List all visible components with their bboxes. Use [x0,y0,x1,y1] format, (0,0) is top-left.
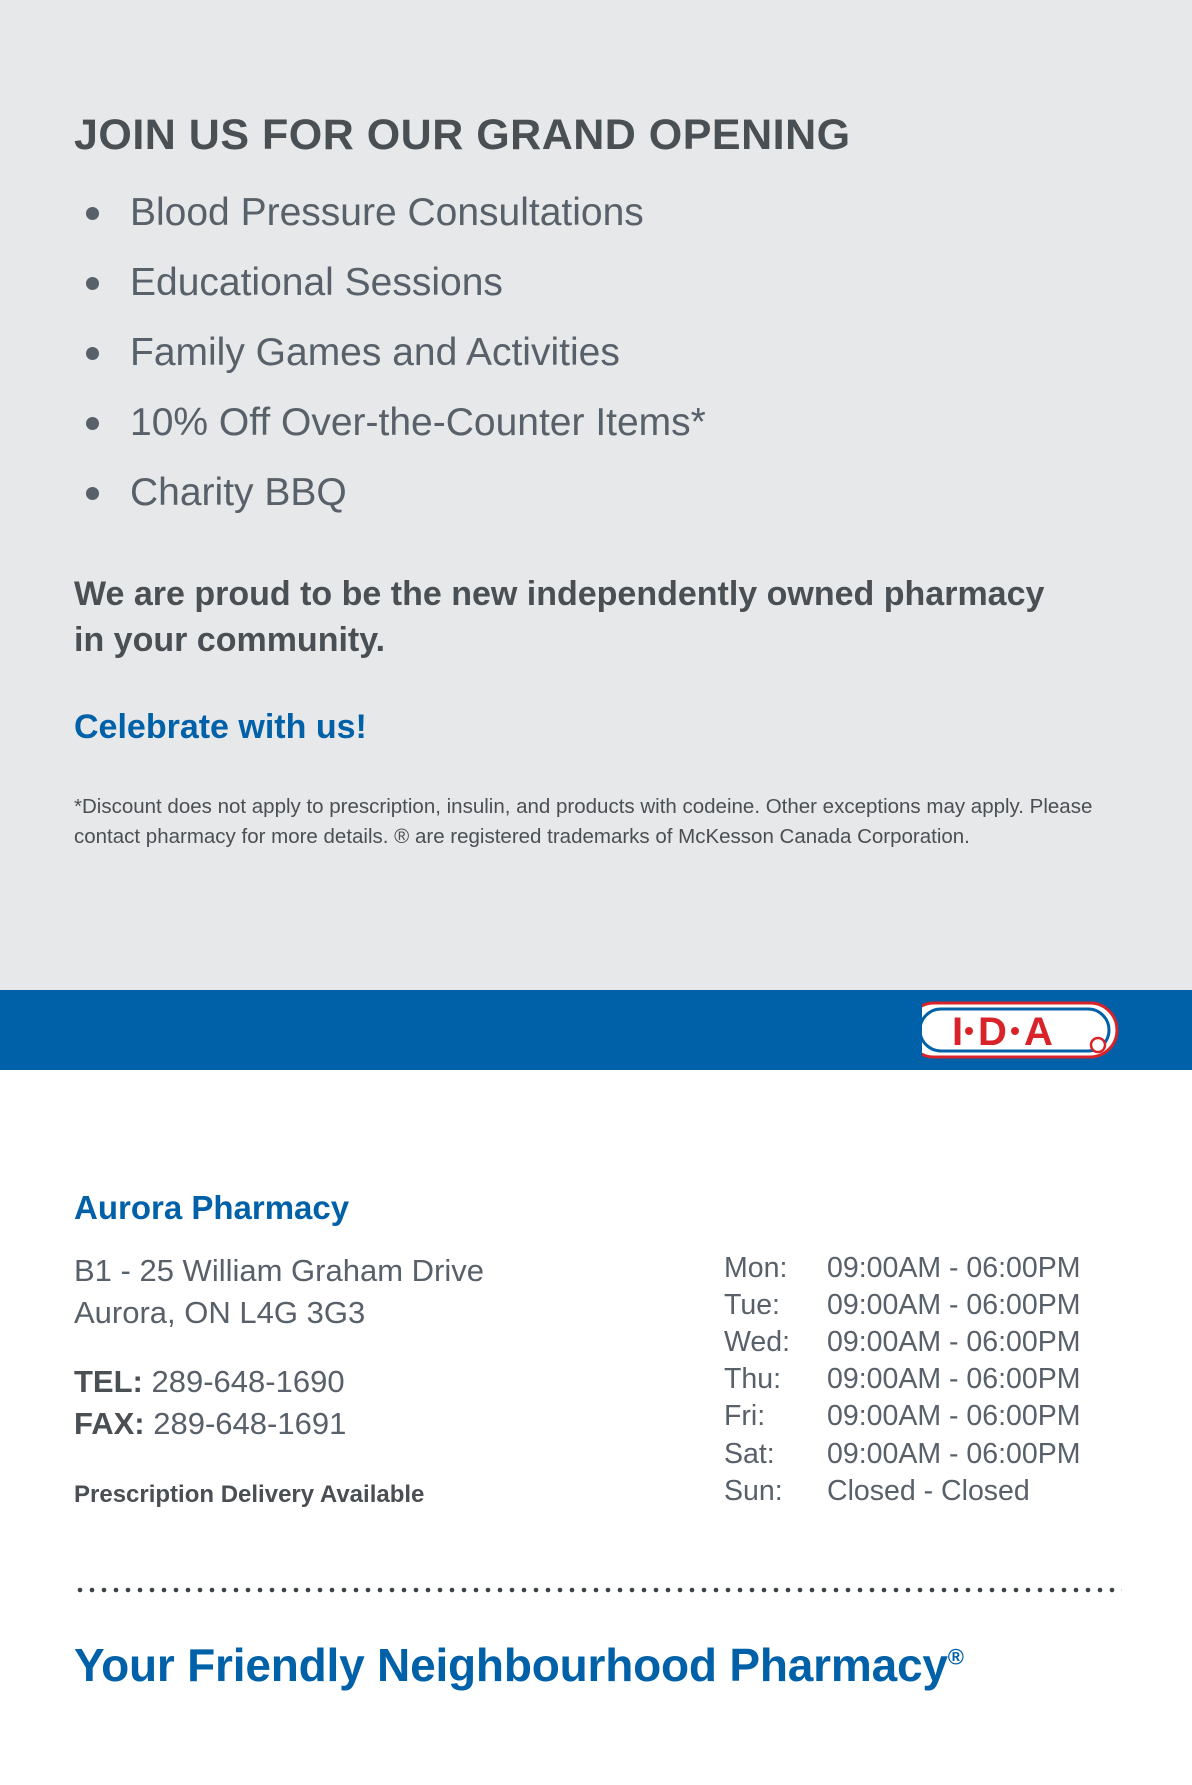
ida-logo-icon [922,999,1122,1061]
registered-mark: ® [947,1644,964,1670]
list-item [74,191,1118,235]
svg-text:I: I [952,1010,964,1054]
hours-time-value: 09:00AM - 06:00PM [827,1400,1081,1433]
list-item [74,261,1118,305]
store-hours-column [674,1250,1122,1509]
hours-row [724,1250,1122,1287]
disclaimer-text: *Discount does not apply to prescription, insulin, and products with codeine. Other exceptions may apply. Please contact pharmacy for more details. ® are registered trademarks of McKesson Canada Corporation. [74,794,1093,849]
list-item-label: Blood Pressure Consultations [130,191,644,235]
fax-row [74,1403,674,1445]
bullet-dot-icon [86,417,99,430]
address-line-1: B1 - 25 William Graham Drive [74,1253,484,1289]
hours-day-label: Thu: [724,1363,782,1396]
store-name: Aurora Pharmacy [74,1189,350,1226]
hours-day-label: Wed: [724,1326,791,1359]
hours-time-value: 09:00AM - 06:00PM [827,1252,1081,1285]
list-item [74,401,1118,445]
dotted-divider [74,1587,1122,1593]
store-phone-numbers [74,1361,674,1445]
address-line-2: Aurora, ON L4G 3G3 [74,1295,366,1331]
hours-day-label: Mon: [724,1252,788,1285]
delivery-note: Prescription Delivery Available [74,1480,425,1508]
hours-day-label: Tue: [724,1289,780,1322]
bullet-dot-icon [86,277,99,290]
list-item [74,471,1118,515]
store-info [74,1190,1122,1510]
store-contact-column [74,1250,674,1509]
hours-row [724,1436,1122,1473]
store-address [74,1250,674,1334]
footer-tagline [74,1640,1122,1691]
svg-text:D: D [978,1010,1007,1054]
svg-text:A: A [1024,1010,1053,1054]
hours-time-value: 09:00AM - 06:00PM [827,1363,1081,1396]
brand-band [0,990,1192,1070]
store-info-columns [74,1250,1122,1509]
hours-day-label: Sat: [724,1437,775,1470]
list-item-label: Charity BBQ [130,471,347,515]
hours-time-value: Closed - Closed [827,1474,1030,1507]
hours-time-value: 09:00AM - 06:00PM [827,1326,1081,1359]
list-item-label: Family Games and Activities [130,331,620,375]
bullet-dot-icon [86,207,99,220]
celebrate-callout: Celebrate with us! [74,707,367,746]
hours-row [724,1287,1122,1324]
list-item [74,331,1118,375]
proud-statement: We are proud to be the new independently owned pharmacy in your community. [74,575,1045,659]
fax-label: FAX: [74,1405,145,1441]
bullet-dot-icon [86,487,99,500]
telephone-value: 289-648-1690 [151,1363,345,1399]
list-item-label: Educational Sessions [130,261,503,305]
list-item-label: 10% Off Over-the-Counter Items* [130,401,706,445]
footer-tagline-text: Your Friendly Neighbourhood Pharmacy [74,1639,948,1691]
page-title: JOIN US FOR OUR GRAND OPENING [74,111,851,159]
promo-bullet-list [74,191,1118,515]
hours-time-value: 09:00AM - 06:00PM [827,1437,1081,1470]
hours-time-value: 09:00AM - 06:00PM [827,1289,1081,1322]
hours-row [724,1324,1122,1361]
hours-row [724,1473,1122,1510]
hours-row [724,1361,1122,1398]
bullet-dot-icon [86,347,99,360]
hours-day-label: Fri: [724,1400,766,1433]
telephone-row [74,1361,674,1403]
telephone-label: TEL: [74,1363,143,1399]
fax-value: 289-648-1691 [153,1405,347,1441]
hours-row [724,1398,1122,1435]
hours-day-label: Sun: [724,1474,783,1507]
